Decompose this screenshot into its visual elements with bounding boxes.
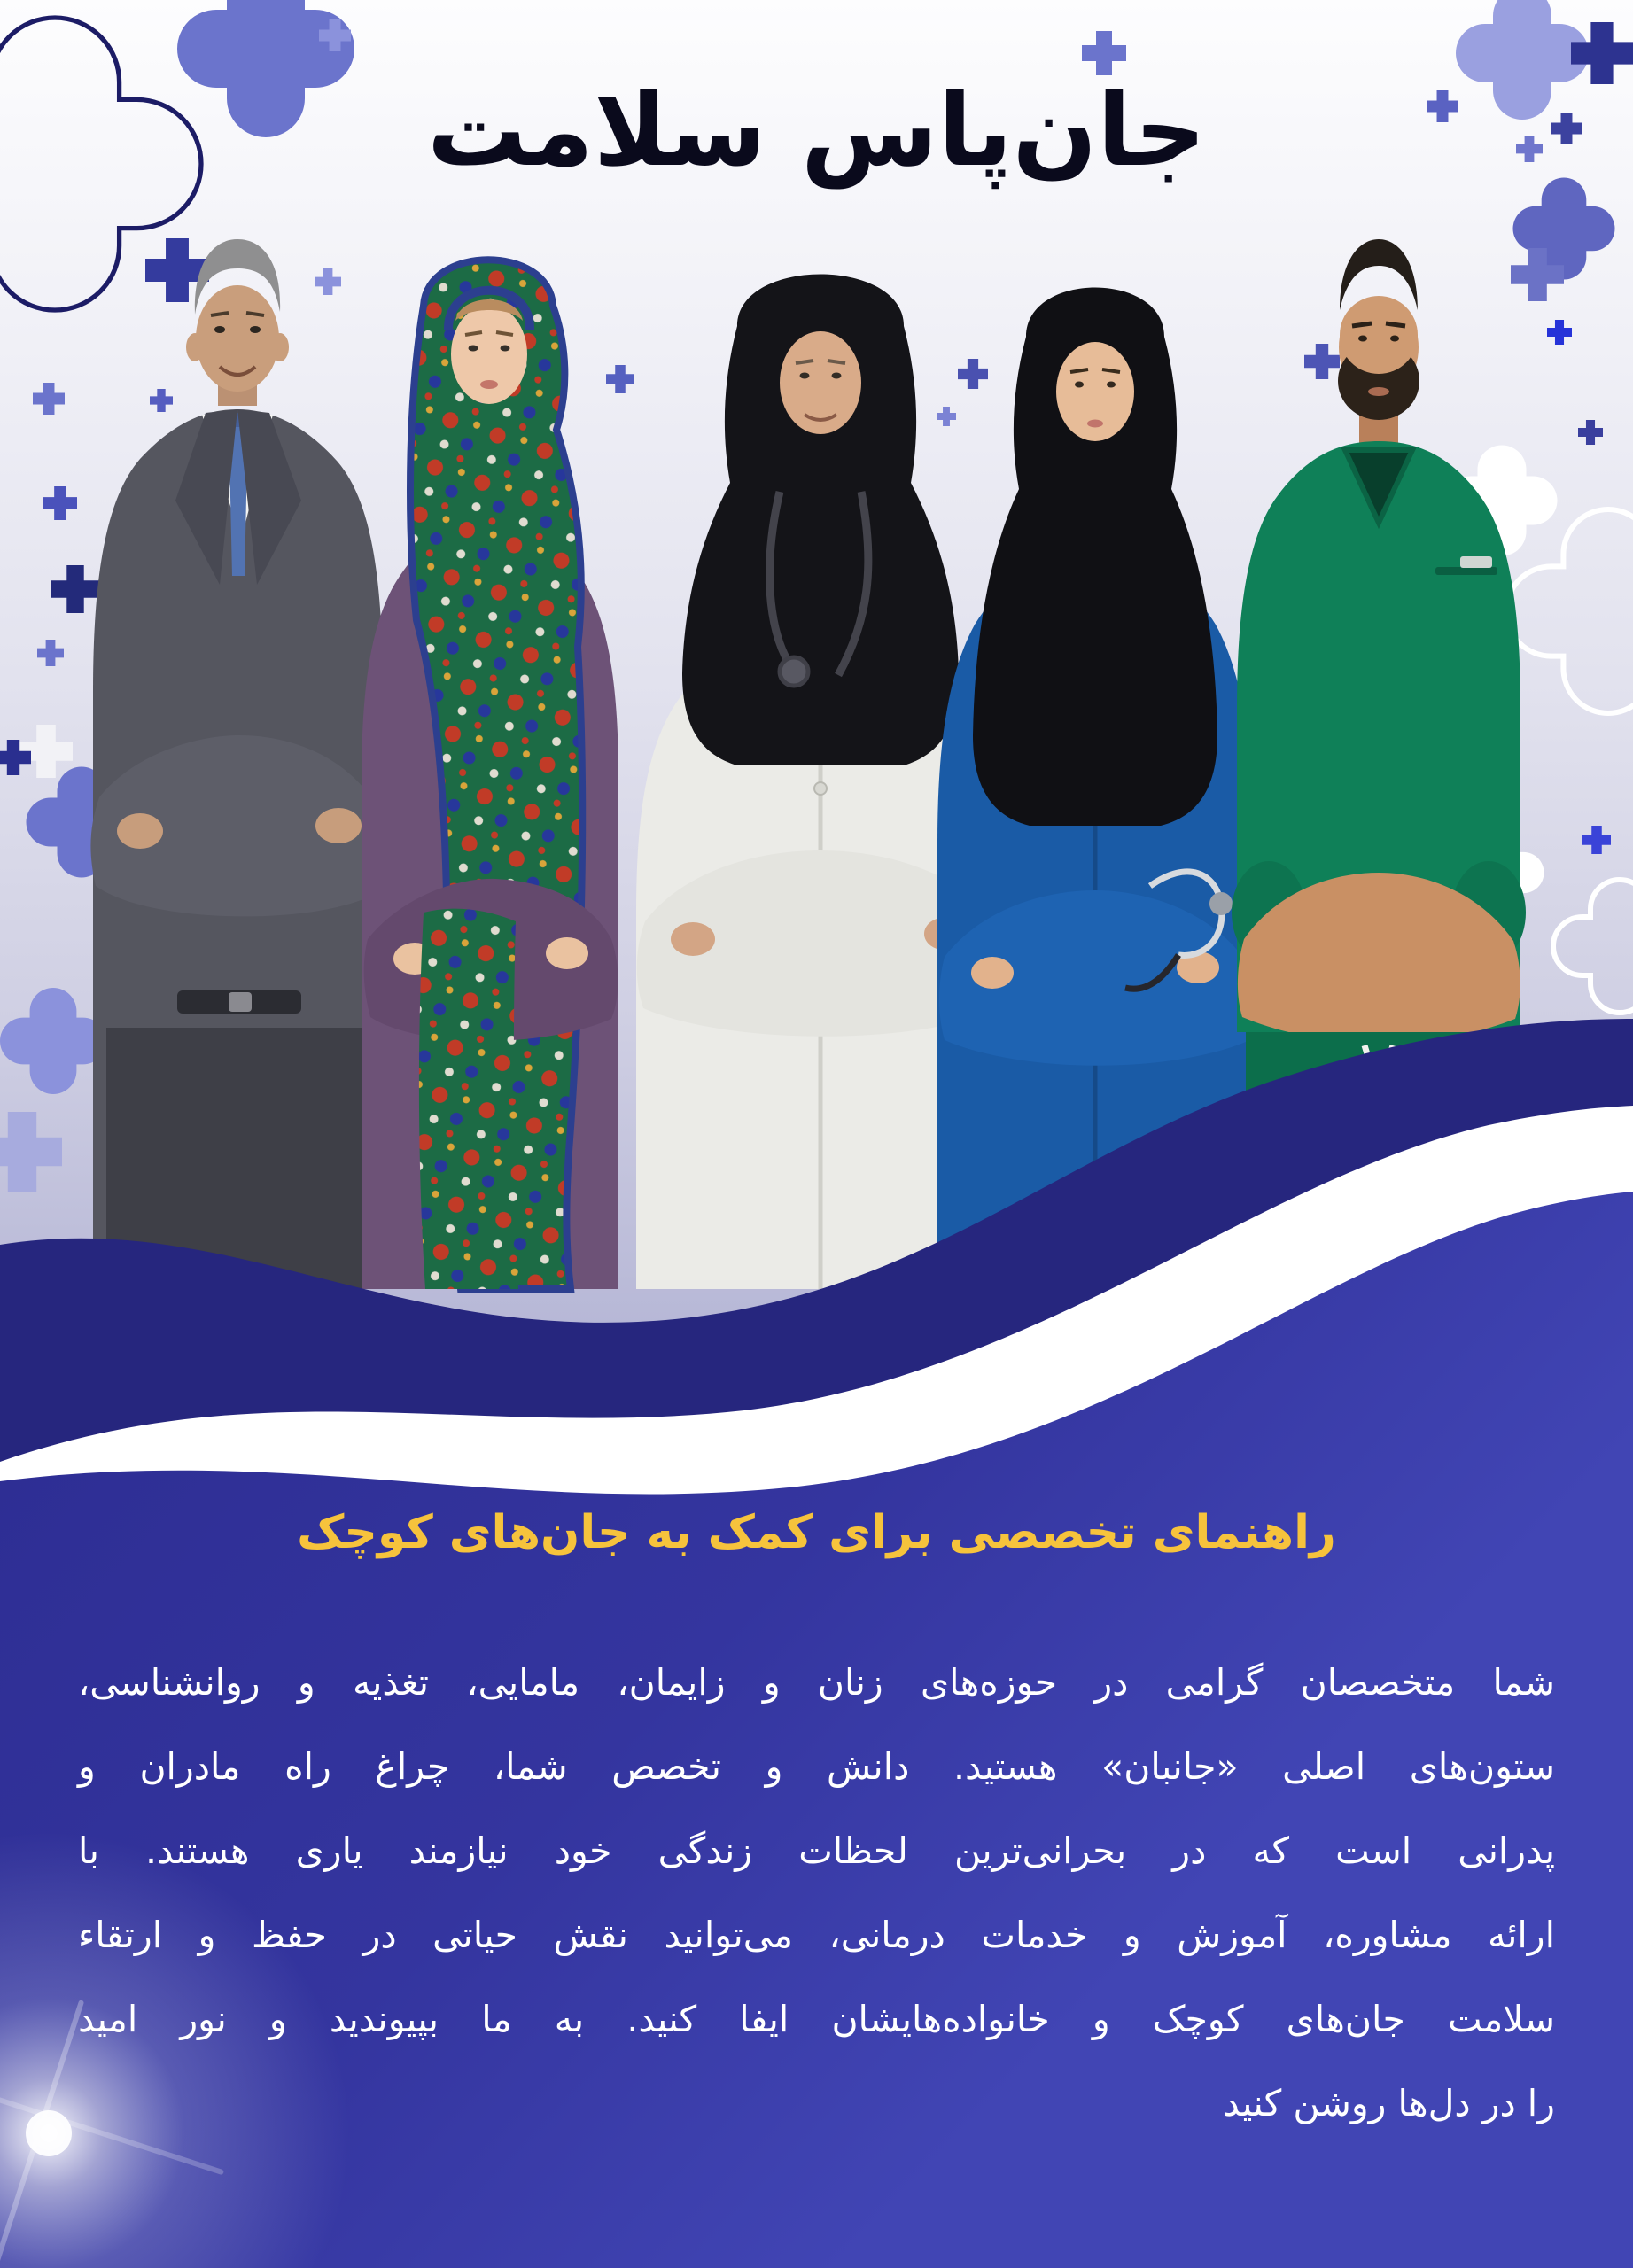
lips: [480, 380, 498, 389]
coat-button: [814, 782, 827, 795]
hand: [315, 808, 362, 843]
poster-title: جان‌پاس سلامت: [426, 74, 1207, 189]
plus-icon: [1578, 420, 1603, 445]
plus-icon: [937, 407, 956, 426]
body-paragraph: [78, 1641, 1555, 2146]
hand: [671, 922, 715, 956]
hand: [117, 813, 163, 849]
hand: [971, 957, 1014, 989]
mouth: [1368, 387, 1389, 396]
plus-icon: [315, 268, 341, 295]
belt-buckle: [229, 992, 252, 1012]
eye: [832, 373, 842, 379]
body-line: پدرانی است که در بحرانی‌ترین لحظات زندگی خود نیازمند یاری هستند. با: [78, 1829, 1555, 1872]
plus-icon: [0, 1112, 62, 1192]
person-suit-man: [90, 239, 387, 1289]
plus-icon: [1582, 826, 1611, 854]
plus-icon: [51, 565, 99, 613]
body-line: شما متخصصان گرامی در حوزه‌های زنان و زایمان، مامایی، تغذیه و روانشناسی،: [78, 1661, 1555, 1704]
eye: [501, 346, 510, 352]
plus-icon: [33, 383, 65, 415]
pocket-label: [1460, 556, 1492, 568]
eye: [1075, 382, 1084, 388]
eyebrow: [1352, 323, 1372, 326]
hand: [546, 937, 588, 969]
lips: [1087, 420, 1103, 428]
plus-icon: [1547, 320, 1572, 345]
eye: [800, 373, 810, 379]
stethoscope-chestpiece: [780, 657, 808, 686]
face: [451, 305, 527, 404]
plus-icon: [606, 365, 634, 393]
body-line: ارائه مشاوره، آموزش و خدمات درمانی، می‌توانید نقش حیاتی در حفظ و ارتقاء: [78, 1914, 1555, 1956]
eyebrow: [1386, 323, 1405, 326]
eye: [1390, 336, 1399, 342]
section-heading: راهنمای تخصصی برای کمک به جان‌های کوچک: [297, 1506, 1336, 1559]
eye: [214, 326, 225, 333]
eye: [250, 326, 261, 333]
plus-icon: [0, 988, 106, 1094]
stethoscope-chestpiece: [1209, 892, 1233, 915]
body-line: ستون‌های اصلی «جانبان» هستید. دانش و تخصص شما، چراغ راه مادران و: [78, 1745, 1555, 1788]
scarf-drape: [419, 909, 518, 1289]
body-line: سلامت جان‌های کوچک و خانواده‌هایشان ایفا کنید. به ما بپیوندید و نور امید: [78, 1998, 1555, 2040]
eye: [1358, 336, 1367, 342]
plus-icon: [958, 359, 988, 389]
eye: [469, 346, 478, 352]
plus-outline-icon: [1553, 880, 1633, 1013]
plus-icon: [150, 389, 173, 412]
eye: [1107, 382, 1116, 388]
plus-outline-icon: [1506, 509, 1633, 713]
plus-icon: [1304, 344, 1340, 379]
upper-face: [1340, 296, 1418, 374]
plus-icon: [37, 640, 64, 666]
body-line: را در دل‌ها روشن کنید: [1223, 2082, 1555, 2124]
chest-pocket: [1435, 567, 1497, 575]
plus-icon: [43, 486, 77, 520]
person-scarf-woman: [362, 260, 618, 1289]
